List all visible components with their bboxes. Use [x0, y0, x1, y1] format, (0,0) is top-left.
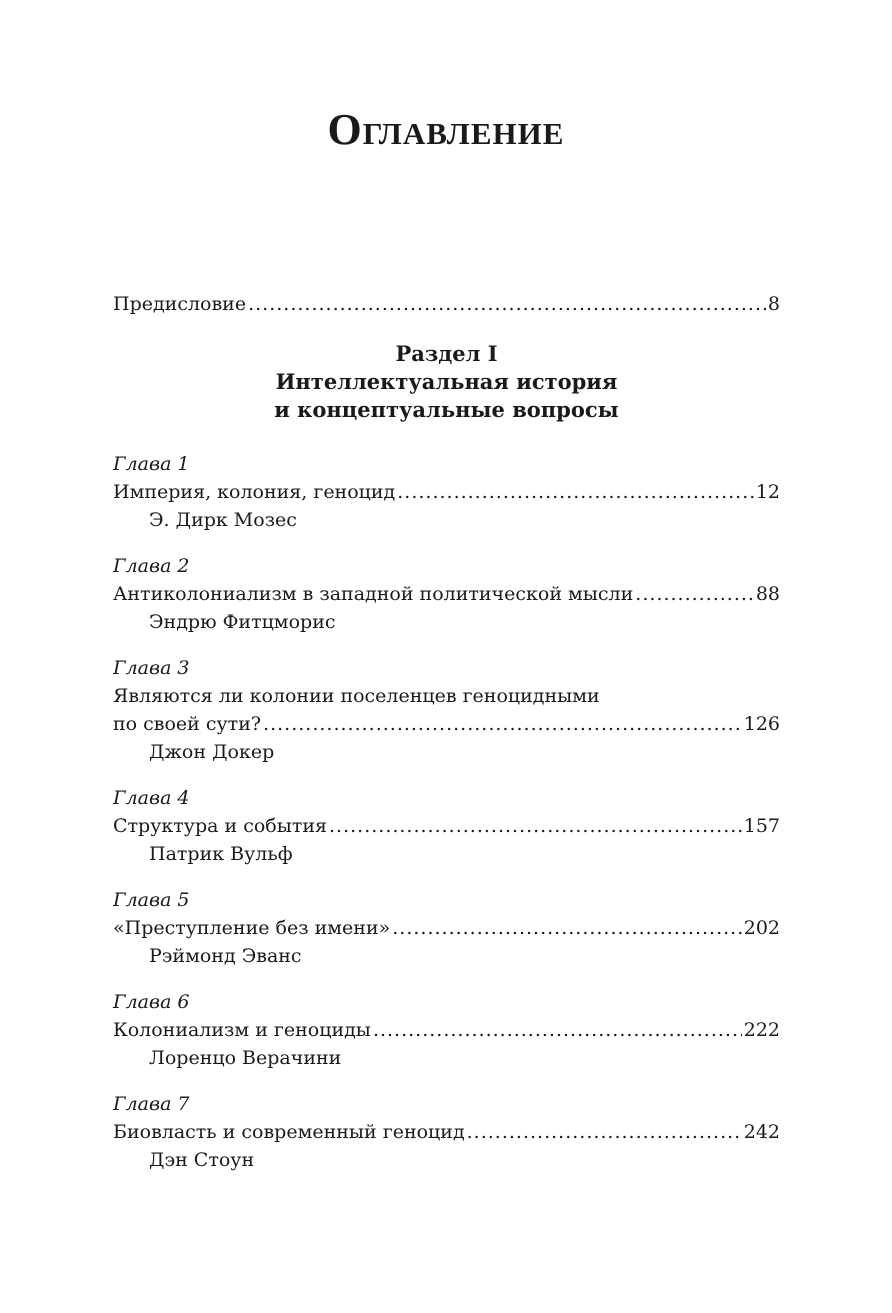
entry-title: Империя, колония, геноцид — [113, 481, 396, 503]
entry-page-number: 202 — [743, 917, 780, 939]
section-title-line-2: и концептуальные вопросы — [274, 397, 619, 422]
chapter-label: Глава 1 — [113, 453, 190, 475]
entry-page-number: 88 — [755, 583, 780, 605]
toc-entry-chapter-3[interactable] — [113, 654, 780, 766]
dot-leader — [392, 914, 741, 942]
chapter-author: Дэн Стоун — [149, 1149, 255, 1171]
entry-title: Колониализм и геноциды — [113, 1019, 371, 1041]
dot-leader — [248, 290, 766, 318]
chapter-title-row — [113, 580, 780, 608]
dot-leader — [397, 478, 754, 506]
section-number: Раздел I — [395, 341, 498, 366]
toc-entry-chapter-2[interactable] — [113, 552, 780, 636]
chapter-author: Рэймонд Эванс — [149, 945, 302, 967]
chapter-author: Э. Дирк Мозес — [149, 509, 297, 531]
chapter-author: Джон Докер — [149, 741, 275, 763]
entry-page-number: 8 — [767, 293, 780, 315]
entry-page-number: 242 — [743, 1121, 780, 1143]
entry-page-number: 12 — [755, 481, 780, 503]
toc-entry-chapter-5[interactable] — [113, 886, 780, 970]
chapter-label: Глава 3 — [113, 657, 190, 679]
toc-entry-chapter-1[interactable] — [113, 450, 780, 534]
toc-entry-preface[interactable] — [113, 290, 780, 318]
chapter-label: Глава 4 — [113, 787, 190, 809]
toc-entry-chapter-7[interactable] — [113, 1090, 780, 1174]
chapter-title-row — [113, 812, 780, 840]
entry-title: Антиколониализм в западной политической мысли — [113, 583, 634, 605]
dot-leader — [373, 1016, 742, 1044]
chapter-title-row — [113, 478, 780, 506]
entry-title: Структура и события — [113, 815, 327, 837]
chapter-label: Глава 2 — [113, 555, 190, 577]
chapter-title-row — [113, 710, 780, 738]
toc-entry-chapter-6[interactable] — [113, 988, 780, 1072]
entry-title: Предисловие — [113, 293, 247, 315]
entry-page-number: 222 — [743, 1019, 780, 1041]
dot-leader — [263, 710, 742, 738]
chapter-label: Глава 6 — [113, 991, 190, 1013]
chapter-author: Эндрю Фитцморис — [149, 611, 336, 633]
chapter-title-row — [113, 1016, 780, 1044]
chapter-author: Лоренцо Верачини — [149, 1047, 342, 1069]
entry-page-number: 157 — [743, 815, 780, 837]
section-heading — [113, 340, 780, 424]
dot-leader — [635, 580, 754, 608]
dot-leader — [329, 812, 742, 840]
section-title-line-1: Интеллектуальная история — [275, 369, 618, 394]
toc-entry-chapter-4[interactable] — [113, 784, 780, 868]
chapter-title-row — [113, 1118, 780, 1146]
chapter-title-row — [113, 914, 780, 942]
chapter-author: Патрик Вульф — [149, 843, 293, 865]
table-of-contents — [113, 290, 780, 1192]
chapter-label: Глава 5 — [113, 889, 190, 911]
entry-title-line-1: Являются ли колонии поселенцев геноцидными — [113, 685, 600, 707]
entry-title: «Преступление без имени» — [113, 917, 391, 939]
entry-page-number: 126 — [743, 713, 780, 735]
entry-title: Биовласть и современный геноцид — [113, 1121, 465, 1143]
entry-title: по своей сути? — [113, 713, 262, 735]
chapter-label: Глава 7 — [113, 1093, 190, 1115]
dot-leader — [467, 1118, 742, 1146]
page-title: Оглавление — [327, 105, 565, 154]
